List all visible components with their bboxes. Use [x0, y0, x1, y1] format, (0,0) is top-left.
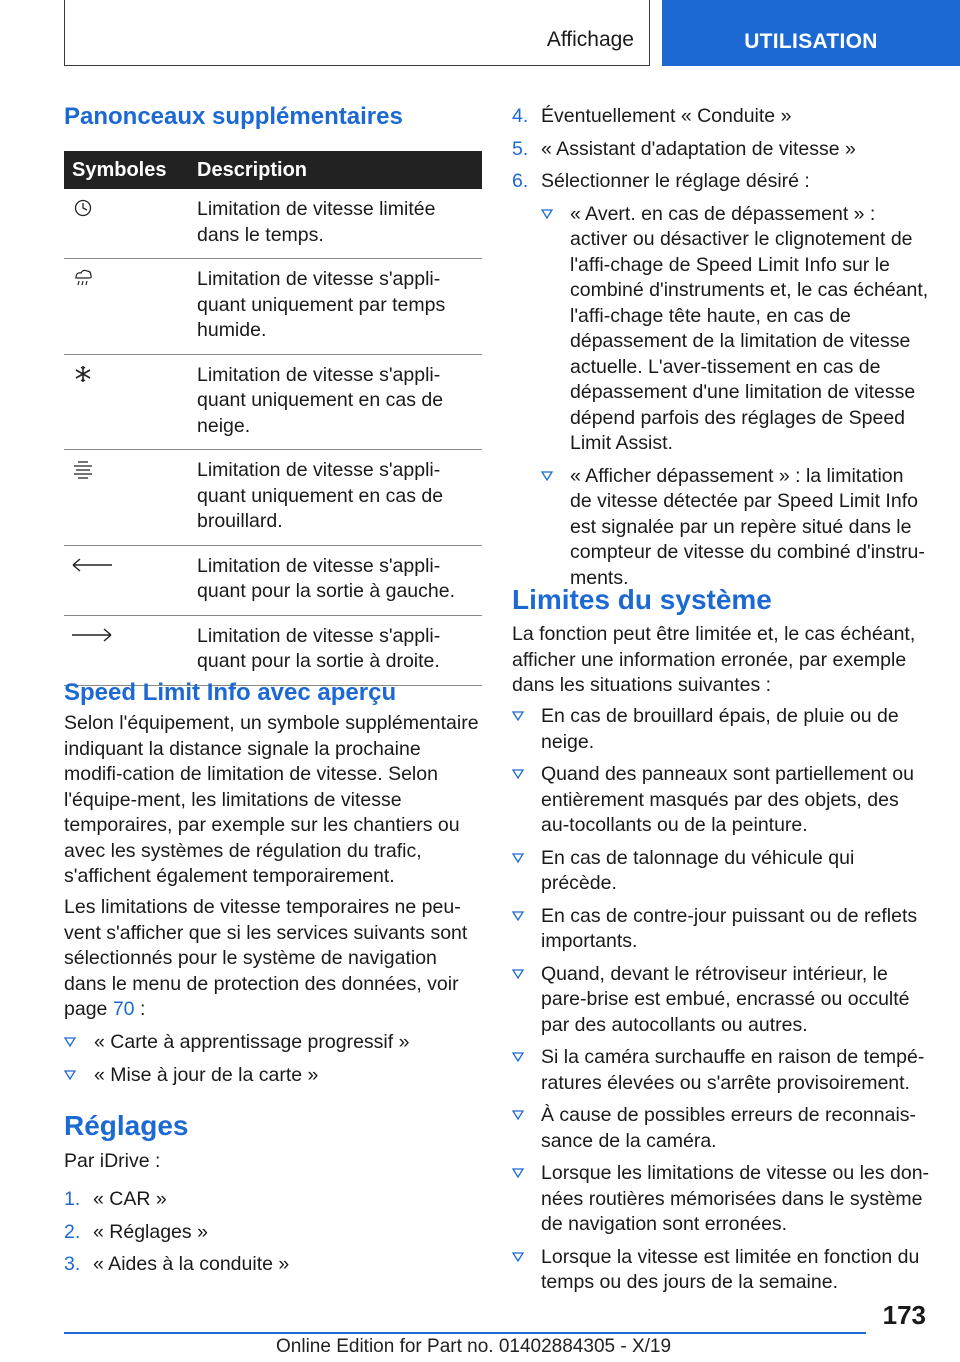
- list-item: Quand des panneaux sont partiellement ou entièrement masqués par des objets, des au-tocollants ou de la peinture.: [512, 762, 930, 839]
- header-chapter-tab: UTILISATION: [662, 0, 960, 66]
- row-description: Limitation de vitesse s'appli-quant uniquement en cas de neige.: [197, 363, 444, 437]
- list-item: Si la caméra surchauffe en raison de tempé-ratures élevées ou s'arrête provisoirement.: [512, 1045, 930, 1096]
- step-number: 1.: [64, 1188, 81, 1210]
- list-item: Quand, devant le rétroviseur intérieur, le pare-brise est embué, encrassé ou occulté par des autocollants ou autres.: [512, 962, 930, 1039]
- services-list: [64, 1030, 482, 1088]
- list-item: Lorsque les limitations de vitesse ou les don-nées routières mémorisées dans le système de navigation sont erronées.: [512, 1161, 930, 1238]
- limites-intro: La fonction peut être limitée et, le cas échéant, afficher une information erronée, par exemple dans les situations suivantes :: [512, 623, 916, 696]
- list-item: 1. « CAR »: [64, 1187, 482, 1213]
- panonceaux-heading: Panonceaux supplémentaires: [64, 103, 403, 130]
- rain-cloud-icon: [70, 267, 114, 289]
- table-row: [64, 546, 482, 616]
- list-item: « Afficher dépassement » : la limitation de vitesse détectée par Speed Limit Info est signalée par un repère situé dans le compteur de vitesse du combiné d'instru-ments.: [541, 464, 930, 592]
- snowflake-icon: [70, 363, 114, 385]
- list-item: En cas de talonnage du véhicule qui précède.: [512, 846, 930, 897]
- step-number: 2.: [64, 1220, 81, 1243]
- step-number: 3.: [64, 1253, 81, 1275]
- list-item: « Mise à jour de la carte »: [64, 1063, 482, 1089]
- speed-limit-info-heading: Speed Limit Info avec aperçu: [64, 679, 397, 706]
- page-number: 173: [882, 1300, 926, 1330]
- list-item: En cas de contre-jour puissant ou de reflets importants.: [512, 904, 930, 955]
- row-description: Limitation de vitesse s'appli-quant uniquement par temps humide.: [197, 268, 446, 341]
- list-item: 4. Éventuellement « Conduite »: [512, 104, 930, 130]
- list-item: 6. Sélectionner le réglage désiré :: [512, 169, 930, 195]
- footer-edition: Online Edition for Part no. 01402884305 - X/19: [276, 1336, 672, 1357]
- list-item: Lorsque la vitesse est limitée en fonction du temps ou des jours de la semaine.: [512, 1245, 930, 1296]
- triangle-bullet-icon: [512, 1052, 524, 1062]
- table-header: [64, 151, 482, 189]
- symbols-table: [64, 151, 482, 686]
- list-item: « Avert. en cas de dépassement » : activer ou désactiver le clignotement de l'affi-chage de Speed Limit Info sur le combiné d'instruments et, le cas échéant, l'affi-chage tête haute, en cas de dépassement de la limitation de vitesse actuelle. L'aver-tissement en cas de dépassement d'une limitation de vitesse dépend parfois des réglages de Speed Limit Assist.: [541, 202, 930, 457]
- table-row: [64, 450, 482, 546]
- list-item: « Carte à apprentissage progressif »: [64, 1030, 482, 1056]
- fog-icon: [70, 458, 114, 480]
- limites-list: [512, 704, 930, 1296]
- step-number: 5.: [512, 137, 529, 160]
- triangle-bullet-icon: [512, 1168, 524, 1178]
- reglages-heading: Réglages: [64, 1110, 189, 1141]
- para2-text: Les limitations de vitesse temporaires ne peu-vent s'afficher que si les services suivants sont sélectionnés pour le système de navigation dans le menu de protection des données, voir page: [64, 896, 468, 1020]
- list-item: À cause de possibles erreurs de reconnais-sance de la caméra.: [512, 1103, 930, 1154]
- triangle-bullet-icon: [541, 209, 553, 219]
- triangle-bullet-icon: [64, 1037, 76, 1047]
- reglages-steps-right: [512, 104, 930, 591]
- table-row: [64, 259, 482, 355]
- triangle-bullet-icon: [541, 471, 553, 481]
- table-row: [64, 189, 482, 259]
- row-description: Limitation de vitesse s'appli-quant uniquement en cas de brouillard.: [197, 459, 444, 532]
- triangle-bullet-icon: [512, 711, 524, 721]
- col-symbols-header: Symboles: [72, 159, 167, 181]
- col-description-header: Description: [197, 159, 308, 181]
- row-description: Limitation de vitesse s'appli-quant pour la sortie à gauche.: [197, 554, 456, 602]
- triangle-bullet-icon: [512, 853, 524, 863]
- row-description: Limitation de vitesse limitée dans le temps.: [197, 198, 436, 246]
- limites-heading: Limites du système: [512, 584, 772, 615]
- list-item: En cas de brouillard épais, de pluie ou de neige.: [512, 704, 930, 755]
- speed-limit-info-para1: Selon l'équipement, un symbole supplémentaire indiquant la distance signale la prochaine modifi-cation de limitation de vitesse. Selon l'équipe-ment, les limitations de vitesse temporaires, par exemple sur les chantiers ou avec les systèmes de régulation du trafic, s'affichent également temporairement.: [64, 712, 479, 887]
- para2-end: :: [139, 998, 146, 1020]
- step-number: 6.: [512, 170, 529, 192]
- list-item: 3. « Aides à la conduite »: [64, 1252, 482, 1278]
- triangle-bullet-icon: [512, 769, 524, 779]
- reglages-intro: Par iDrive :: [64, 1150, 161, 1172]
- triangle-bullet-icon: [512, 1110, 524, 1120]
- arrow-right-icon: [70, 624, 114, 646]
- footer-divider: [64, 1332, 866, 1334]
- page-link[interactable]: 70: [112, 998, 135, 1020]
- clock-icon: [70, 197, 114, 219]
- triangle-bullet-icon: [512, 911, 524, 921]
- row-description: Limitation de vitesse s'appli-quant pour la sortie à droite.: [197, 624, 441, 672]
- triangle-bullet-icon: [64, 1070, 76, 1080]
- table-row: [64, 355, 482, 451]
- speed-limit-info-para2: [64, 895, 482, 1023]
- header-section-title: Affichage: [546, 28, 634, 51]
- arrow-left-icon: [70, 554, 114, 576]
- step-number: 4.: [512, 105, 529, 127]
- triangle-bullet-icon: [512, 1252, 524, 1262]
- reglages-steps-left: [64, 1187, 482, 1278]
- list-item: 5. « Assistant d'adaptation de vitesse »: [512, 137, 930, 163]
- table-row: [64, 616, 482, 686]
- list-item: 2. « Réglages »: [64, 1220, 482, 1246]
- triangle-bullet-icon: [512, 969, 524, 979]
